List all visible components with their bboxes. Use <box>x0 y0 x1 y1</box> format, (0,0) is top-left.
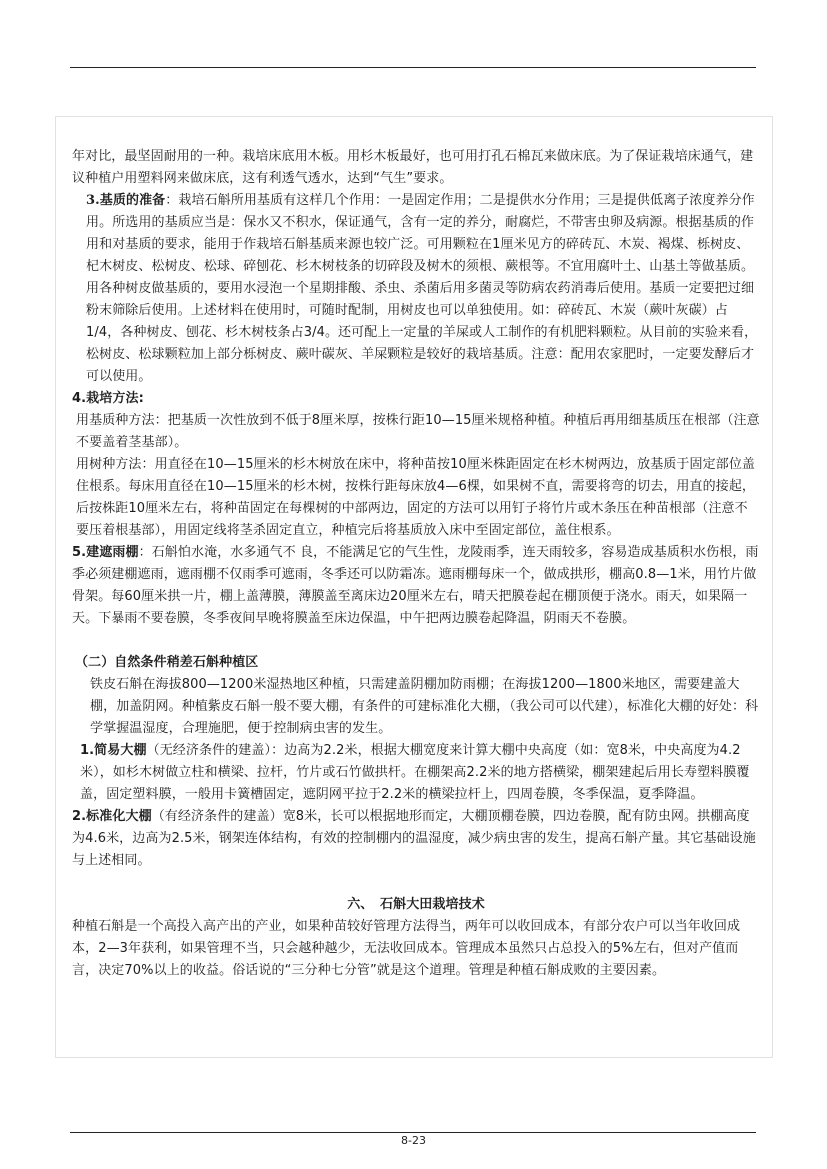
paragraph: 用树种方法：用直径在10—15厘米的杉木树放在床中，将种苗按10厘米株距固定在杉木树两边，放基质于固定部位盖住根系。每床用直径在10—15厘米的杉木树，按株行距每床放4—6棵，如果树不直，需要将弯的切去，用直的接起，后按株距10厘米左右，将种苗固定在每棵树的中部两边，固定的方法可以用钉子将竹片或木条压在种苗根部（注意不要压着根基部），用固定线将茎杀固定直立，种植完后将基质放入床中至固定部位，盖住根系。 <box>76 457 756 538</box>
chapter-title-text: 六、 石斛大田栽培技术 <box>347 897 485 912</box>
heading-substrate: 3.基质的准备 <box>86 193 166 208</box>
paragraph-substrate <box>72 190 760 388</box>
paragraph-standard-greenhouse <box>72 806 760 872</box>
section-title-text: （二）自然条件稍差石斛种植区 <box>75 655 259 670</box>
heading-cultivation-method <box>72 388 760 410</box>
heading-rain-shelter: 5.建遮雨棚 <box>72 545 139 560</box>
footer-rule <box>70 1132 756 1133</box>
heading-standard-greenhouse: 2.标准化大棚 <box>72 809 152 824</box>
heading-text: 4.栽培方法: <box>72 391 144 406</box>
paragraph: 种植石斛是一个高投入高产出的产业，如果种苗较好管理方法得当，两年可以收回成本，有部分农户可以当年收回成本，2—3年获利，如果管理不当，只会越种越少，无法收回成本。管理成本虽然只占总投入的5%左右，但对产值而言，决定70%以上的收益。俗话说的“三分种七分管”就是这个道理。管理是种植石斛成败的主要因素。 <box>72 919 741 978</box>
chapter-title <box>72 894 760 916</box>
document-body <box>72 146 760 982</box>
heading-simple-greenhouse: 1.简易大棚 <box>80 743 147 758</box>
page-number: 8-23 <box>401 1134 426 1147</box>
paragraph-text: （有经济条件的建盖）宽8米，长可以根据地形而定，大棚顶棚卷膜，四边卷膜，配有防虫网。拱棚高度为4.6米，边高为2.5米，钢架连体结构，有效的控制棚内的温湿度，减少病虫害的发生，提高石斛产量。其它基础设施与上述相同。 <box>72 809 756 868</box>
section-title <box>72 652 760 674</box>
paragraph: 铁皮石斛在海拔800—1200米湿热地区种植，只需建盖阴棚加防雨棚；在海拔1200—1800米地区，需要建盖大棚，加盖阴网。种植紫皮石斛一般不要大棚，有条件的可建标准化大棚，（我公司可以代建），标准化大棚的好处：科学掌握温湿度，合理施肥，便于控制病虫害的发生。 <box>90 677 759 736</box>
paragraph: 年对比，最坚固耐用的一种。栽培床底用木板。用杉木板最好，也可用打孔石棉瓦来做床底。为了保证栽培床通气，建议种植户用塑料网来做床底，这有利透气透水，达到“气生”要求。 <box>72 149 754 186</box>
paragraph-rain-shelter <box>72 542 760 630</box>
paragraph-text: （无经济条件的建盖）：边高为2.2米，根据大棚宽度来计算大棚中央高度（如：宽8米，中央高度为4.2米），如杉木树做立柱和横梁、拉杆，竹片或石竹做拱杆。在棚架高2.2米的地方搭横梁，棚架建起后用长寿塑料膜覆盖，固定塑料膜，一般用卡簧槽固定，遮阴网平拉于2.2米的横梁拉杆上，四周卷膜，冬季保温，夏季降温。 <box>80 743 750 802</box>
paragraph-simple-greenhouse <box>72 740 760 806</box>
paragraph-text: ：栽培石斛所用基质有这样几个作用：一是固定作用；二是提供水分作用；三是提供低离子浓度养分作用。所选用的基质应当是：保水又不积水，保证通气，含有一定的养分，耐腐烂，不带害虫卵及病源。根据基质的作用和对基质的要求，能用于作栽培石斛基质来源也较广泛。可用颗粒在1厘米见方的碎砖瓦、木炭、褐煤、栎树皮、杞木树皮、松树皮、松球、碎刨花、杉木树枝条的切碎段及树木的须根、蕨根等。不宜用腐叶土、山基土等做基质。用各种树皮做基质的，要用水浸泡一个星期排酸、杀虫、杀菌后用多菌灵等防病农药消毒后使用。基质一定要把过细粉末筛除后使用。上述材料在使用时，可随时配制，用树皮也可以单独使用。如：碎砖瓦、木炭（蕨叶灰碳）占1/4，各种树皮、刨花、杉木树枝条占3/4。还可配上一定量的羊屎或人工制作的有机肥料颗粒。从目前的实验来看，松树皮、松球颗粒加上部分栎树皮、蕨叶碳灰、羊屎颗粒是较好的栽培基质。注意：配用农家肥时，一定要发酵后才可以使用。 <box>86 193 758 384</box>
paragraph-text: ：石斛怕水淹，水多通气不 良，不能满足它的气生性，龙陵雨季，连天雨较多，容易造成基质积水伤根，雨季必须建棚遮雨，遮雨棚不仅雨季可遮雨，冬季还可以防霜冻。遮雨棚每床一个，做成拱形，棚高0.8—1米，用竹片做骨架。每60厘米拱一片，棚上盖薄膜，薄膜盖至离床边20厘米左右，晴天把膜卷起在棚顶便于浇水。雨天，如果隔一天。下暴雨不要卷膜，冬季夜间早晚将膜盖至床边保温，中午把两边膜卷起降温，阴雨天不卷膜。 <box>72 545 759 626</box>
header-rule <box>70 67 756 68</box>
paragraph: 用基质种方法：把基质一次性放到不低于8厘米厚，按株行距10—15厘米规格种植。种植后再用细基质压在根部（注意不要盖着茎基部）。 <box>76 413 760 450</box>
